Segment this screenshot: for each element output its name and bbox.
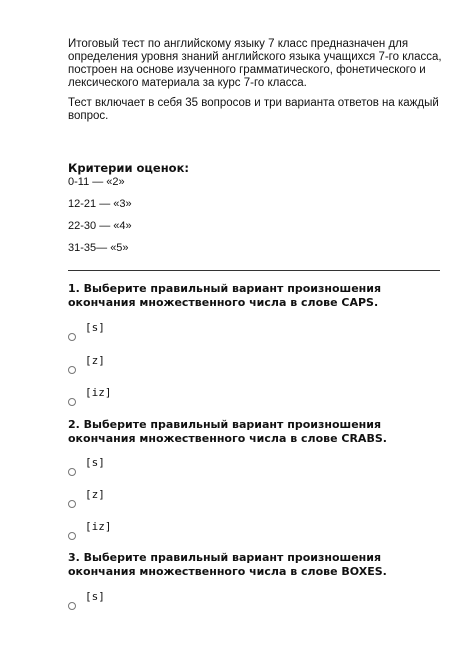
radio-button[interactable] [68, 532, 76, 540]
radio-button[interactable] [68, 333, 76, 341]
grade-row: 31-35— «5» [68, 242, 129, 254]
question-3-option-s[interactable] [68, 590, 148, 610]
intro-paragraph-2: Тест включает в себя 35 вопросов и три варианта ответов на каждый вопрос. [68, 97, 439, 122]
question-2-option-iz[interactable] [68, 520, 148, 540]
option-label: [z] [85, 488, 105, 501]
question-2-text: 2. Выберите правильный вариант произношения окончания множественного числа в слове CRABS. [68, 418, 387, 445]
option-label: [s] [85, 456, 105, 469]
test-page [68, 38, 442, 603]
option-label: [iz] [85, 386, 112, 399]
option-label: [s] [85, 321, 105, 334]
question-3-text: 3. Выберите правильный вариант произношения окончания множественного числа в слове BOXES. [68, 551, 387, 578]
grade-row: 22-30 — «4» [68, 220, 132, 232]
option-label: [z] [85, 354, 105, 367]
grade-row: 12-21 — «3» [68, 198, 132, 210]
question-1-option-z[interactable] [68, 354, 148, 374]
question-2-option-s[interactable] [68, 456, 148, 476]
radio-button[interactable] [68, 398, 76, 406]
option-label: [s] [85, 590, 105, 603]
radio-button[interactable] [68, 468, 76, 476]
intro-paragraph-1: Итоговый тест по английскому языку 7 класс предназначен для определения уровня знаний английского языка учащихся 7-го класса, построен на основе изученного грамматического, фонетического и лексического материала за курс 7-го класса. [68, 38, 442, 89]
radio-button[interactable] [68, 366, 76, 374]
grade-row: 0-11 — «2» [68, 176, 125, 188]
question-1-option-iz[interactable] [68, 386, 148, 406]
question-1-text: 1. Выберите правильный вариант произношения окончания множественного числа в слове CAPS. [68, 282, 382, 309]
radio-button[interactable] [68, 500, 76, 508]
question-2-option-z[interactable] [68, 488, 148, 508]
question-1-option-s[interactable] [68, 321, 148, 341]
radio-button[interactable] [68, 602, 76, 610]
option-label: [iz] [85, 520, 112, 533]
divider [68, 270, 440, 271]
criteria-title: Критерии оценок: [68, 161, 189, 175]
